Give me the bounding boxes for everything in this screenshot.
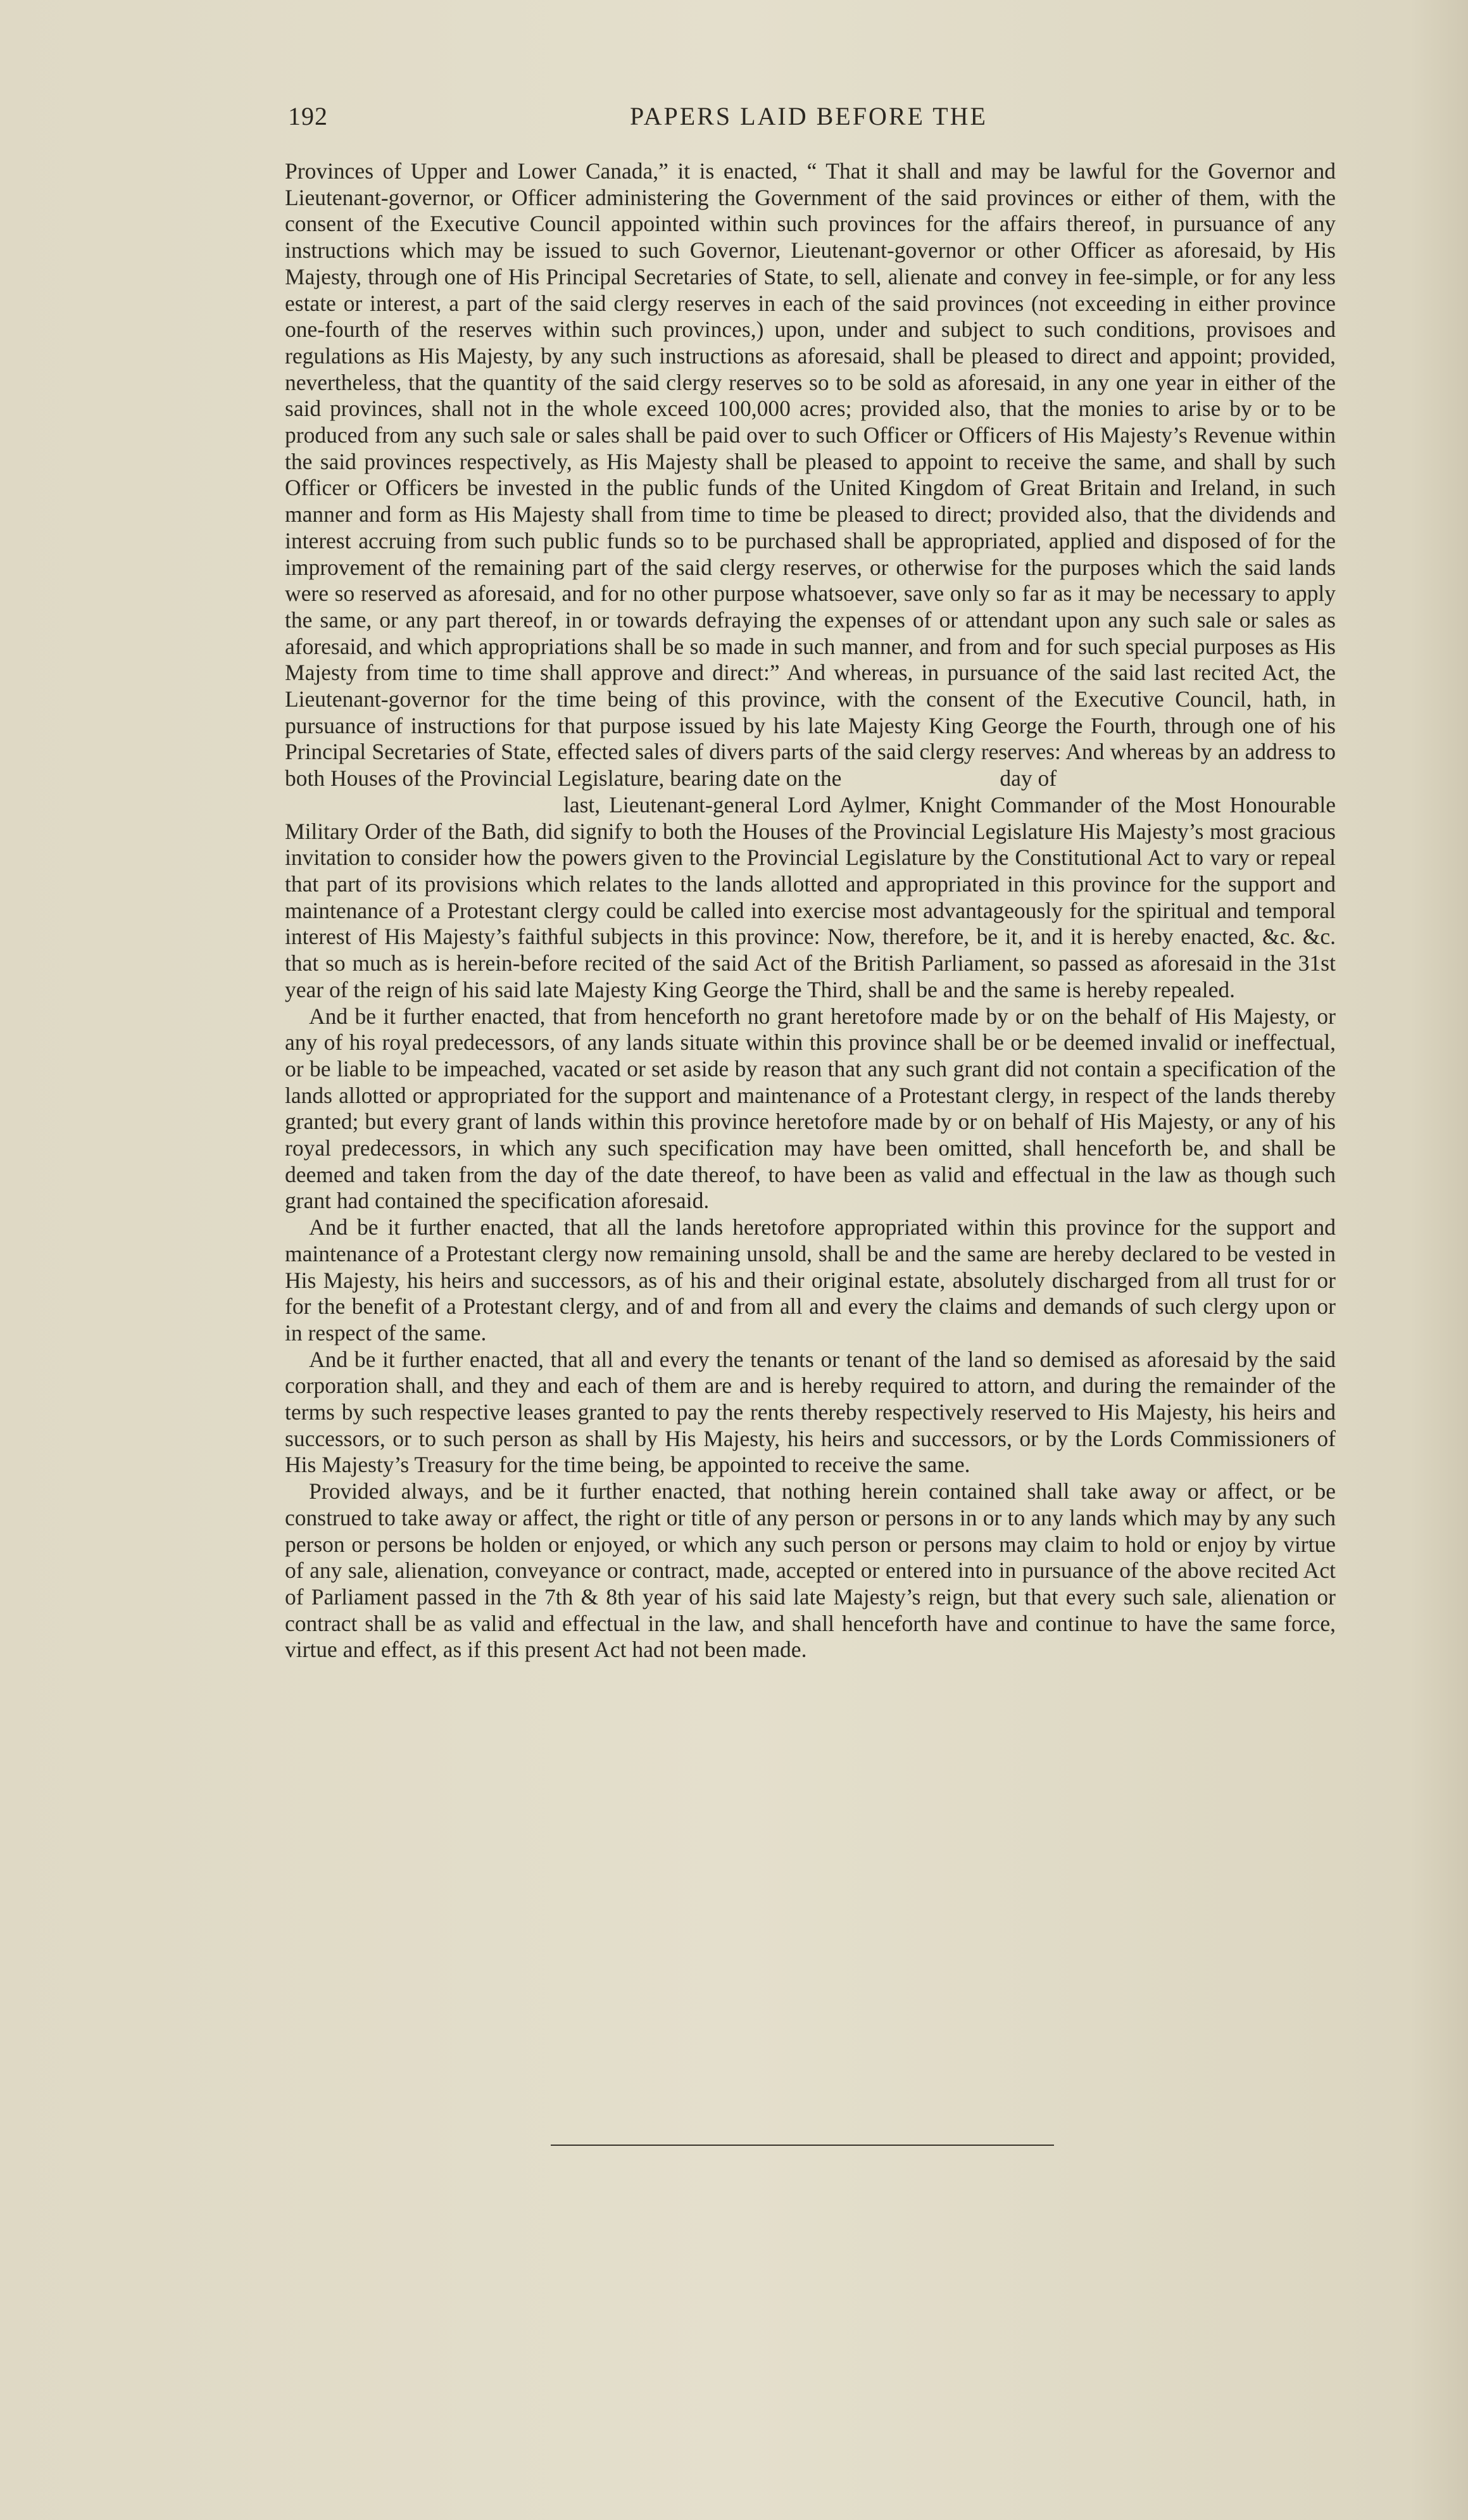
recital-day-of: day of (1000, 765, 1057, 791)
running-title: PAPERS LAID BEFORE THE (630, 102, 988, 130)
paragraph-recital (285, 158, 1336, 1004)
paragraph-lands-vested: And be it further enacted, that all the lands heretofore appropriated within this province for the support and maintenance of a Protestant clergy now remaining unsold, shall be and the same are hereby declared to be vested in His Majesty, his heirs and successors, as of his and their original estate, absolutely discharged from all trust for or for the benefit of a Protestant clergy, and of and from all and every the claims and demands of such clergy upon or in respect of the same. (285, 1214, 1336, 1345)
recital-text: Provinces of Upper and Lower Canada,” it is enacted, “ That it shall and may be lawful for the Governor and Lieutenant-governor, or Officer administering the Government of the said provinces or either of them, with the consent of the Executive Council appointed within such provinces for the affairs thereof, in pursuance of any instructions which may be issued to such Governor, Lieutenant-governor or other Officer as aforesaid, by His Majesty, through one of His Principal Secretaries of State, to sell, alienate and convey in fee-simple, or for any less estate or interest, a part of the said clergy reserves in each of the said provinces (not exceeding in either province one-fourth of the reserves within such provinces,) upon, under and subject to such conditions, provisoes and regulations as His Majesty, by any such instructions as aforesaid, shall be pleased to direct and appoint; provided, nevertheless, that the quantity of the said clergy reserves so to be sold as aforesaid, in any one year in either of the said provinces, shall not in the whole exceed 100,000 acres; provided also, that the monies to arise by or to be produced from any such sale or sales shall be paid over to such Officer or Officers of His Majesty’s Revenue within the said provinces respectively, as His Majesty shall be pleased to appoint to receive the same, and shall by such Officer or Officers be invested in the public funds of the United Kingdom of Great Britain and Ireland, in such manner and form as His Majesty shall from time to time be pleased to direct; provided also, that the dividends and interest accruing from such public funds so to be purchased shall be appropriated, applied and disposed of for the improvement of the remaining part of the said clergy reserves, or otherwise for the purposes which the said lands were so reserved as aforesaid, and for no other purpose whatsoever, save only so far as it may be necessary to apply the same, or any part thereof, in or towards defraying the expenses of or attendant upon any such sale or sales as aforesaid, and which appropriations shall be so made in such manner, and from and for such special purposes as His Majesty from time to time shall approve and direct:” And whereas, in pursuance of the said last recited Act, the Lieutenant-governor for the time being of this province, with the consent of the Executive Council, hath, in pursuance of instructions for that purpose issued by his late Majesty King George the Fourth, through one of his Principal Secretaries of State, effected sales of divers parts of the said clergy reserves: And whereas by an address to both Houses of the Provincial Legislature, bearing date on the (285, 158, 1336, 791)
paragraph-proviso: Provided always, and be it further enacted, that nothing herein contained shall take away or affect, or be construed to take away or affect, the right or title of any person or persons in or to any lands which may by any such person or persons be holden or enjoyed, or which any such person or persons may claim to hold or enjoy by virtue of any sale, alienation, conveyance or contract, made, accepted or entered into in pursuance of the above recited Act of Parliament passed in the 7th & 8th year of his said late Majesty’s reign, but that every such sale, alienation or contract shall be as valid and effectual in the law, and shall henceforth have and continue to have the same force, virtue and effect, as if this present Act had not been made. (285, 1478, 1336, 1663)
recital-continuation: last, Lieutenant-general Lord Aylmer, Knight Commander of the Most Honourable Military Order of the Bath, did signify to both the Houses of the Provincial Legislature His Majesty’s most gracious invitation to consider how the powers given to the Provincial Legislature by the Constitutional Act to vary or repeal that part of its provisions which relates to the lands allotted and appropriated in this province for the support and maintenance of a Protestant clergy could be called into exercise most advantageously for the spiritual and temporal interest of His Majesty’s faithful subjects in this province: Now, therefore, be it, and it is hereby enacted, &c. &c. that so much as is herein-before recited of the said Act of the British Parliament, so passed as aforesaid in the 31st year of the reign of his said late Majesty King George the Third, shall be and the same is hereby repealed. (285, 791, 1336, 1002)
paragraph-tenants-attorn: And be it further enacted, that all and every the tenants or tenant of the land so demised as aforesaid by the said corporation shall, and they and each of them are and is hereby required to attorn, and during the remainder of the terms by such respective leases granted to pay the rents thereby respectively reserved to His Majesty, his heirs and successors, or to such person as shall by His Majesty, his heirs and successors, or by the Lords Commissioners of His Majesty’s Treasury for the time being, be appointed to receive the same. (285, 1346, 1336, 1478)
section-divider-rule (551, 2145, 1054, 2146)
paragraph-grants-validity: And be it further enacted, that from henceforth no grant heretofore made by or on the behalf of His Majesty, or any of his royal predecessors, of any lands situate within this province shall be or be deemed invalid or ineffectual, or be liable to be impeached, vacated or set aside by reason that any such grant did not contain a specification of the lands allotted or appropriated for the support and maintenance of a Protestant clergy, in respect of the lands thereby granted; but every grant of lands within this province heretofore made by or on behalf of His Majesty, or any of his royal predecessors, in which any such specification may have been omitted, shall henceforth be, and shall be deemed and taken from the day of the date thereof, to have been as valid and effectual in the law as though such grant had contained the specification aforesaid. (285, 1003, 1336, 1214)
page-header (288, 95, 1329, 139)
body-text (285, 158, 1336, 1663)
page-number: 192 (288, 102, 328, 130)
